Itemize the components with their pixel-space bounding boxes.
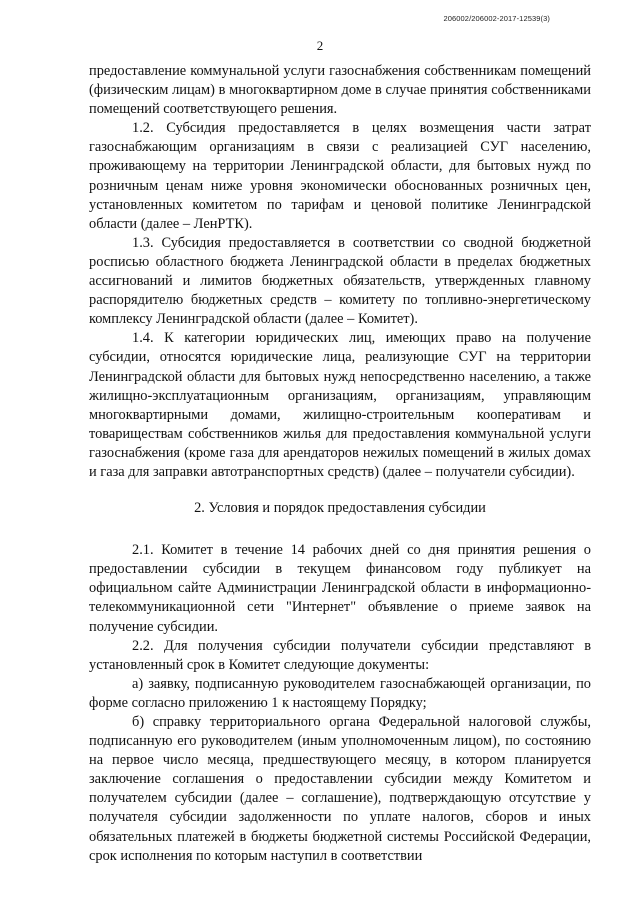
paragraph-1-2: 1.2. Субсидия предоставляется в целях возмещения части затрат газоснабжающим организациям в связи с реализацией СУГ населению, проживающему на территории Ленинградской области, для бытовых нужд по розничным ценам ниже уровня экономически обоснованных розничных цен, установленных комитетом по тарифам и ценовой политике Ленинградской области (далее – ЛенРТК). xyxy=(89,120,591,232)
section-heading: 2. Условия и порядок предоставления субсидии xyxy=(194,500,486,517)
document-body xyxy=(89,62,591,866)
paragraph-1-4: 1.4. К категории юридических лиц, имеющих право на получение субсидии, относятся юридические лица, реализующие СУГ на территории Ленинградской области для бытовых нужд непосредственно населению, а также жилищно-эксплуатационным организациям, организациям, управляющим многоквартирными домами, жилищно-строительным кооперативам и товариществам собственников жилья для предоставления коммунальной услуги газоснабжения (кроме газа для арендаторов нежилых помещений в жилых домах и газа для заправки автотранспортных средств) (далее – получатели субсидии). xyxy=(89,330,591,480)
paragraph-2-2: 2.2. Для получения субсидии получатели субсидии представляют в установленный срок в Комитет следующие документы: xyxy=(89,637,591,673)
page-number: 2 xyxy=(316,38,324,53)
paragraph-continuation: предоставление коммунальной услуги газоснабжения собственникам помещений (физическим лицам) в многоквартирном доме в случае принятия собственниками помещений соответствующего решения. xyxy=(89,63,591,118)
list-item-a: а) заявку, подписанную руководителем газоснабжающей организации, по форме согласно приложению 1 к настоящему Порядку; xyxy=(89,675,591,711)
list-item-b: б) справку территориального органа Федеральной налоговой службы, подписанную его руководителем (иным уполномоченным лицом), по состоянию на первое число месяца, предшествующего месяцу, в котором планируется заключение соглашения о предоставлении субсидии между Комитетом и получателем субсидии (далее – соглашение), подтверждающую отсутствие у получателя субсидии задолженности по уплате налогов, сборов и иных обязательных платежей в бюджеты бюджетной системы Российской Федерации, срок исполнения по которым наступил в соответствии xyxy=(89,714,591,864)
paragraph-1-3: 1.3. Субсидия предоставляется в соответствии со сводной бюджетной росписью областного бюджета Ленинградской области в пределах бюджетных ассигнований и лимитов бюджетных обязательств, утвержденных главному распорядителю бюджетных средств – комитету по топливно-энергетическому комплексу Ленинградской области (далее – Комитет). xyxy=(89,234,591,328)
document-id: 206002/206002-2017-12539(3) xyxy=(443,14,550,23)
paragraph-2-1: 2.1. Комитет в течение 14 рабочих дней со дня принятия решения о предоставлении субсидии в текущем финансовом году публикует на официальном сайте Администрации Ленинградской области в информационно-телекоммуникационной сети "Интернет" объявление о приеме заявок на получение субсидии. xyxy=(89,542,591,635)
